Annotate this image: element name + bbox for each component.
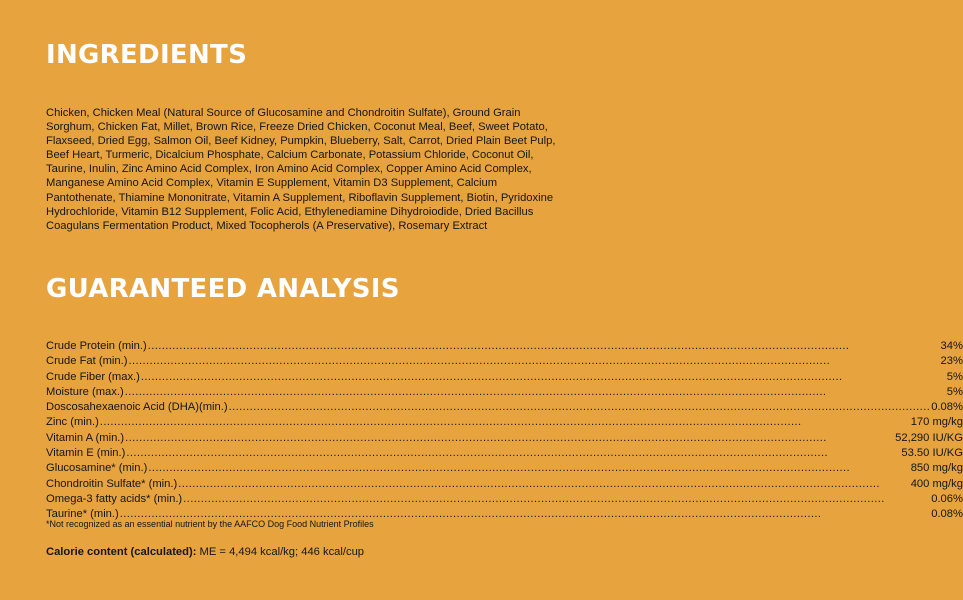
analysis-row-vitamin-a [46,431,963,446]
analysis-label: Crude Protein (min.) [46,340,147,352]
analysis-value: 170 mg/kg [910,416,963,429]
dot-leader: ........................................................................................................................................................................................................ [178,477,880,490]
analysis-value: 52,290 IU/KG [895,431,963,444]
analysis-value: 850 mg/kg [910,462,963,475]
analysis-label: Crude Fiber (max.) [46,370,140,383]
analysis-row-moisture [46,385,963,400]
guaranteed-analysis-table [46,339,963,523]
dot-leader: ........................................................................................................................................................................................................ [183,492,885,505]
aafco-footnote: *Not recognized as an essential nutrient by the AAFCO Dog Food Nutrient Profiles [46,519,374,529]
analysis-label: Doscosahexaenoic Acid (DHA)(min.) [46,401,228,414]
dot-leader: ........................................................................................................................................................................................................ [128,355,831,368]
dot-leader: ........................................................................................................................................................................................................ [126,447,829,460]
analysis-value: 0.08% [931,401,963,414]
analysis-row-crude-protein [46,339,963,354]
analysis-value: 5% [946,370,963,383]
analysis-value: 53.50 IU/KG [901,447,963,460]
guaranteed-analysis-heading: GUARANTEED ANALYSIS [46,274,400,304]
dot-leader: ........................................................................................................................................................................................................ [148,462,850,475]
analysis-value: 34% [940,340,963,352]
calorie-content [46,545,364,559]
analysis-row-dha [46,400,963,415]
dot-leader: ........................................................................................................................................................................................................ [147,340,850,352]
dot-leader: ........................................................................................................................................................................................................ [125,431,827,444]
analysis-row-omega-3 [46,492,963,507]
analysis-value: 5% [946,385,963,398]
analysis-label: Moisture (max.) [46,385,124,398]
dot-leader: ........................................................................................................................................................................................................ [119,508,822,521]
calorie-content-value: ME = 4,494 kcal/kg; 446 kcal/cup [196,546,365,558]
dot-leader: ........................................................................................................................................................................................................ [140,370,843,383]
analysis-label: Glucosamine* (min.) [46,462,148,475]
analysis-row-glucosamine [46,461,963,476]
analysis-value: 0.08% [931,508,963,521]
dot-leader: ........................................................................................................................................................................................................ [228,401,931,414]
analysis-value: 400 mg/kg [910,477,963,490]
analysis-row-vitamin-e [46,446,963,461]
ingredients-list: Chicken, Chicken Meal (Natural Source of Glucosamine and Chondroitin Sulfate), Ground Grain Sorghum, Chicken Fat, Millet, Brown Rice, Freeze Dried Chicken, Coconut Meal, Beef, Sweet Potato, Flaxseed, Dried Egg, Salmon Oil, Beef Kidney, Pumpkin, Blueberry, Salt, Carrot, Dried Plain Beet Pulp, Beef Heart, Turmeric, Dicalcium Phosphate, Calcium Carbonate, Potassium Chloride, Coconut Oil, Taurine, Inulin, Zinc Amino Acid Complex, Iron Amino Acid Complex, Copper Amino Acid Complex, Manganese Amino Acid Complex, Vitamin E Supplement, Vitamin D3 Supplement, Calcium Pantothenate, Thiamine Mononitrate, Vitamin A Supplement, Riboflavin Supplement, Biotin, Pyridoxine Hydrochloride, Vitamin B12 Supplement, Folic Acid, Ethylenediamine Dihydroiodide, Dried Bacillus Coagulans Fermentation Product, Mixed Tocopherols (A Preservative), Rosemary Extract [46,107,556,232]
analysis-row-crude-fat [46,354,963,369]
dot-leader: ........................................................................................................................................................................................................ [124,385,827,398]
analysis-value: 0.06% [931,492,963,505]
ingredients-heading: INGREDIENTS [46,40,248,70]
analysis-label: Vitamin A (min.) [46,431,125,444]
analysis-row-zinc [46,415,963,430]
analysis-row-crude-fiber [46,370,963,385]
analysis-row-chondroitin [46,477,963,492]
dot-leader: ........................................................................................................................................................................................................ [99,416,802,429]
analysis-label: Chondroitin Sulfate* (min.) [46,477,178,490]
calorie-content-label: Calorie content (calculated): [46,546,197,558]
analysis-label: Vitamin E (min.) [46,447,126,460]
analysis-value: 23% [940,355,963,368]
analysis-label: Zinc (min.) [46,416,99,429]
analysis-label: Crude Fat (min.) [46,355,128,368]
analysis-label: Omega-3 fatty acids* (min.) [46,492,183,505]
analysis-label: Taurine* (min.) [46,508,119,521]
